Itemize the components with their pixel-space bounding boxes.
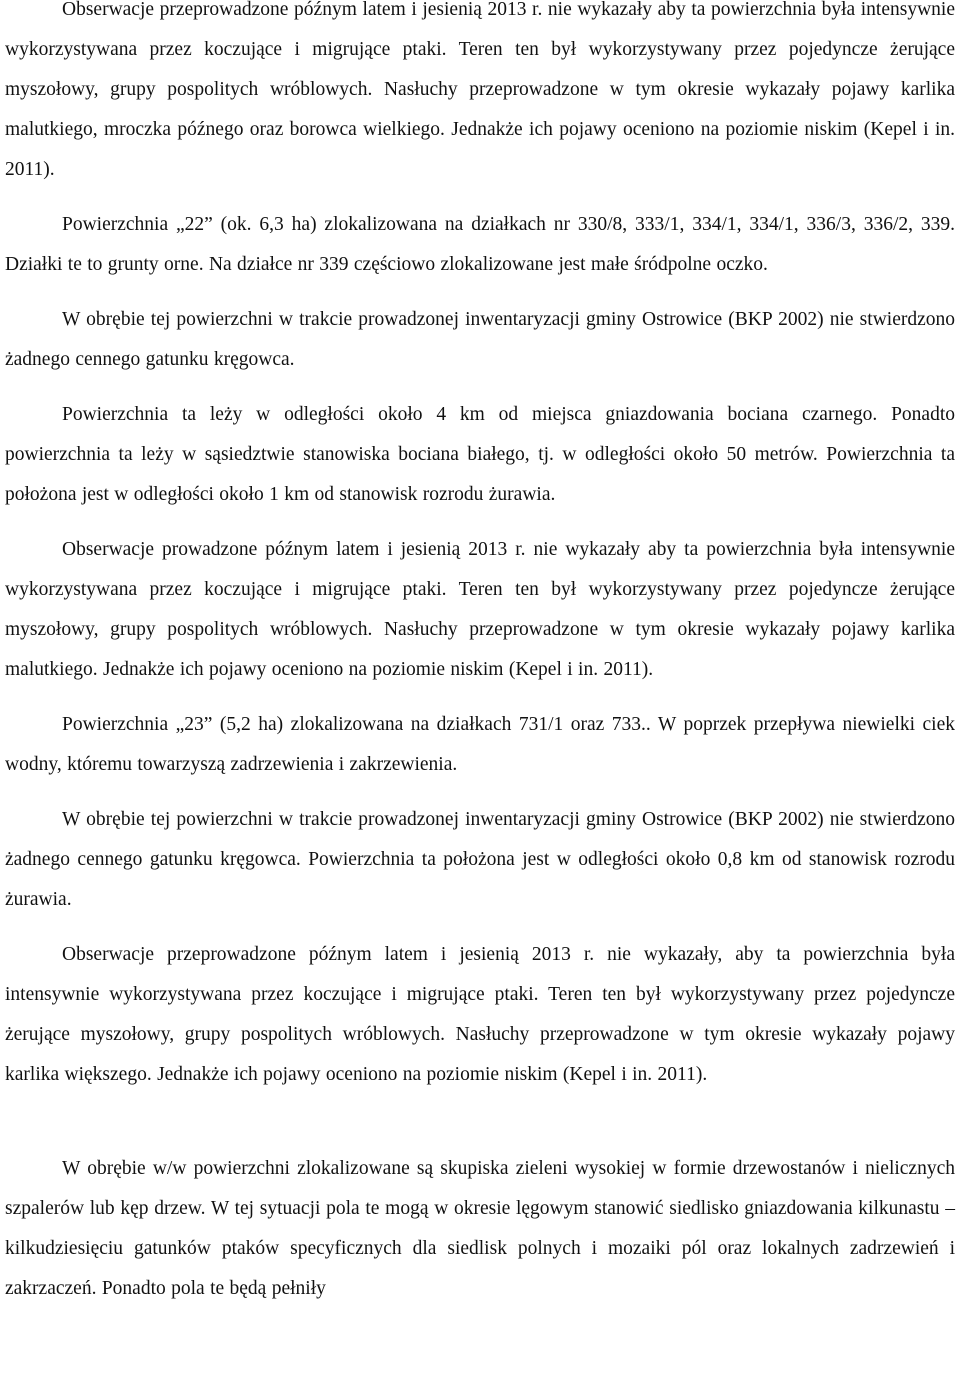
paragraph-inventory-1: W obrębie tej powierzchni w trakcie prowadzonej inwentaryzacji gminy Ostrowice (BKP 2002) nie stwierdzono żadnego cennego gatunku kręgowca. xyxy=(5,309,955,370)
paragraph-observations-3: Obserwacje przeprowadzone późnym latem i jesienią 2013 r. nie wykazały, aby ta powierzchnia była intensywnie wykorzystywana przez koczujące i migrujące ptaki. Teren ten był wykorzystywany przez pojedyncze żerujące myszołowy, grupy pospolitych wróblowych. Nasłuchy przeprowadzone w tym okresie wykazały pojawy karlika większego. Jednakże ich pojawy oceniono na poziomie niskim (Kepel i in. 2011). xyxy=(5,944,955,1085)
paragraph-observations-2: Obserwacje prowadzone późnym latem i jesienią 2013 r. nie wykazały aby ta powierzchnia była intensywnie wykorzystywana przez koczujące i migrujące ptaki. Teren ten był wykorzystywany przez pojedyncze żerujące myszołowy, grupy pospolitych wróblowych. Nasłuchy przeprowadzone w tym okresie wykazały pojawy karlika malutkiego. Jednakże ich pojawy oceniono na poziomie niskim (Kepel i in. 2011). xyxy=(5,539,955,680)
paragraph-inventory-2: W obrębie tej powierzchni w trakcie prowadzonej inwentaryzacji gminy Ostrowice (BKP 2002) nie stwierdzono żadnego cennego gatunku kręgowca. Powierzchnia ta położona jest w odległości około 0,8 km od stanowisk rozrodu żurawia. xyxy=(5,809,955,910)
paragraph-area-22: Powierzchnia „22” (ok. 6,3 ha) zlokalizowana na działkach nr 330/8, 333/1, 334/1, 334/1, 336/3, 336/2, 339. Działki te to grunty orne. Na działce nr 339 częściowo zlokalizowane jest małe śródpolne oczko. xyxy=(5,214,955,275)
paragraph-distance-storks: Powierzchnia ta leży w odległości około 4 km od miejsca gniazdowania bociana czarnego. Ponadto powierzchnia ta leży w sąsiedztwie stanowiska bociana białego, tj. w odległości około 50 metrów. Powierzchnia ta położona jest w odległości około 1 km od stanowisk rozrodu żurawia. xyxy=(5,404,955,505)
paragraph-area-23: Powierzchnia „23” (5,2 ha) zlokalizowana na działkach 731/1 oraz 733.. W poprzek przepływa niewielki ciek wodny, któremu towarzyszą zadrzewienia i zakrzewienia. xyxy=(5,714,955,775)
paragraph-observations-1: Obserwacje przeprowadzone późnym latem i jesienią 2013 r. nie wykazały aby ta powierzchnia była intensywnie wykorzystywana przez koczujące i migrujące ptaki. Teren ten był wykorzystywany przez pojedyncze żerujące myszołowy, grupy pospolitych wróblowych. Nasłuchy przeprowadzone w tym okresie wykazały pojawy karlika malutkiego, mroczka późnego oraz borowca wielkiego. Jednakże ich pojawy oceniono na poziomie niskim (Kepel i in. 2011). xyxy=(5,0,955,180)
document-page xyxy=(5,0,955,1309)
paragraph-vegetation: W obrębie w/w powierzchni zlokalizowane są skupiska zieleni wysokiej w formie drzewostanów i nielicznych szpalerów lub kęp drzew. W tej sytuacji pola te mogą w okresie lęgowym stanowić siedlisko gniazdowania kilkunastu – kilkudziesięciu gatunków ptaków specyficznych dla siedlisk polnych i mozaiki pól oraz lokalnych zadrzewień i zakrzaczeń. Ponadto pola te będą pełniły xyxy=(5,1158,955,1299)
